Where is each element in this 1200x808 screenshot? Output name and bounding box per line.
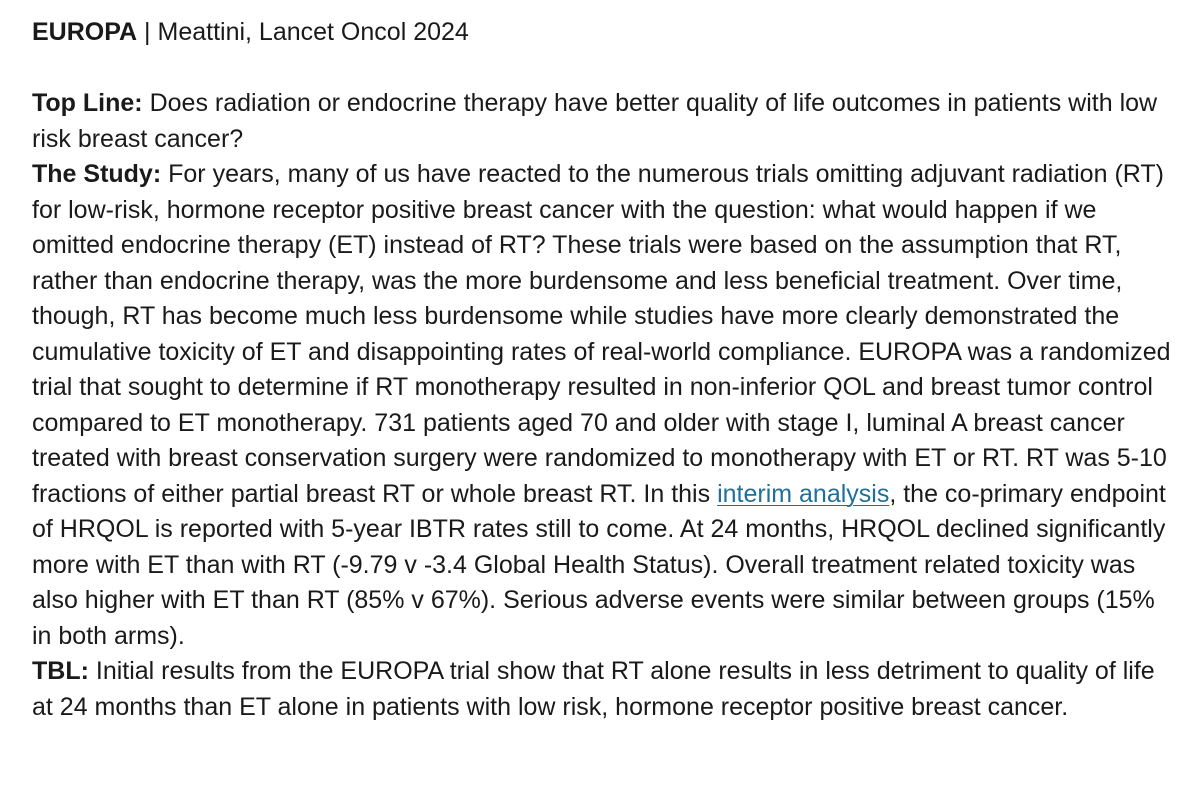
citation: Meattini, Lancet Oncol 2024 bbox=[157, 18, 469, 46]
tbl-paragraph bbox=[32, 654, 1176, 725]
trial-name: EUROPA bbox=[32, 18, 138, 46]
top-line-label: Top Line: bbox=[32, 89, 143, 117]
top-line-text: Does radiation or endocrine therapy have better quality of life outcomes in patients with low risk breast cancer? bbox=[32, 89, 1158, 153]
top-line-paragraph bbox=[32, 86, 1176, 157]
header-separator: | bbox=[137, 18, 158, 46]
study-text-before-link: For years, many of us have reacted to the numerous trials omitting adjuvant radiation (RT) for low-risk, hormone receptor positive breast cancer with the question: what would happen if we omitted endocrine therapy (ET) instead of RT? These trials were based on the assumption that RT, rather than endocrine therapy, was the more burdensome and less beneficial treatment. Over time, though, RT has become much less burdensome while studies have more clearly demonstrated the cumulative toxicity of ET and disappointing rates of real-world compliance. EUROPA was a randomized trial that sought to determine if RT monotherapy resulted in non-inferior QOL and breast tumor control compared to ET monotherapy. 731 patients aged 70 and older with stage I, luminal A breast cancer treated with breast conservation surgery were randomized to monotherapy with ET or RT. RT was 5-10 fractions of either partial breast RT or whole breast RT. In this bbox=[32, 160, 1171, 508]
tbl-text: Initial results from the EUROPA trial show that RT alone results in less detriment to quality of life at 24 months than ET alone in patients with low risk, hormone receptor positive breast cancer. bbox=[32, 657, 1155, 721]
study-paragraph bbox=[32, 157, 1176, 654]
study-label: The Study: bbox=[32, 160, 162, 188]
tbl-label: TBL: bbox=[32, 657, 89, 685]
header bbox=[32, 14, 1176, 50]
study-text-after-link: , the co-primary endpoint of HRQOL is reported with 5-year IBTR rates still to come. At 24 months, HRQOL declined significantly more with ET than with RT (-9.79 v -3.4 Global Health Status). Overall treatment related toxicity was also higher with ET than RT (85% v 67%). Serious adverse events were similar between groups (15% in both arms). bbox=[32, 479, 1166, 650]
interim-analysis-link[interactable]: interim analysis bbox=[717, 479, 890, 508]
